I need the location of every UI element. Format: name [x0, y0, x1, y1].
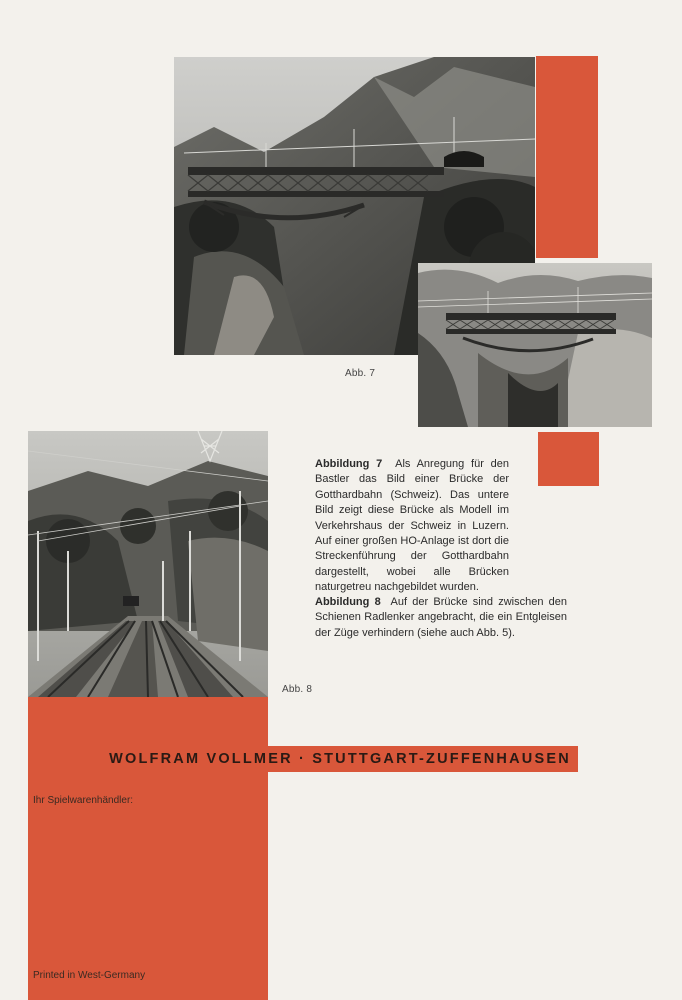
figure8-body: Auf der Brücke sind zwischen den Schienen Radlenker angebracht, die ein Entgleisen der Züge verhindern (siehe auch Abb. 5).: [315, 596, 568, 639]
figure7-body: Als Anregung für den Bastler das Bild einer Brücke der Gotthardbahn (Schweiz). Das untere Bild zeigt diese Brücke als Modell im Verkehrshaus der Schweiz in Luzern. Auf einer großen HO-Anlage ist dort die Streckenführung der Gotthardbahn dargestellt, wobei alle Brücken naturgetreu nachgebildet wurden.: [315, 458, 509, 594]
figure7-description: [315, 457, 509, 596]
red-accent-middle: [538, 432, 599, 486]
figure7-label: Abbildung 7: [315, 458, 383, 470]
photo-track-bridge: [28, 431, 268, 697]
caption-fig8: Abb. 8: [282, 684, 313, 695]
red-accent-bottom-panel: [28, 697, 268, 1000]
dealer-label: Ihr Spielwarenhändler:: [33, 795, 134, 806]
printed-note: Printed in West-Germany: [33, 970, 146, 981]
caption-fig7: Abb. 7: [345, 368, 376, 379]
photo-model-bridge: [418, 263, 652, 427]
figure8-label: Abbildung 8: [315, 596, 381, 608]
figure8-description: [315, 595, 567, 641]
company-banner: WOLFRAM VOLLMER · STUTTGART-ZUFFENHAUSEN: [102, 746, 578, 772]
red-accent-top: [536, 56, 598, 258]
